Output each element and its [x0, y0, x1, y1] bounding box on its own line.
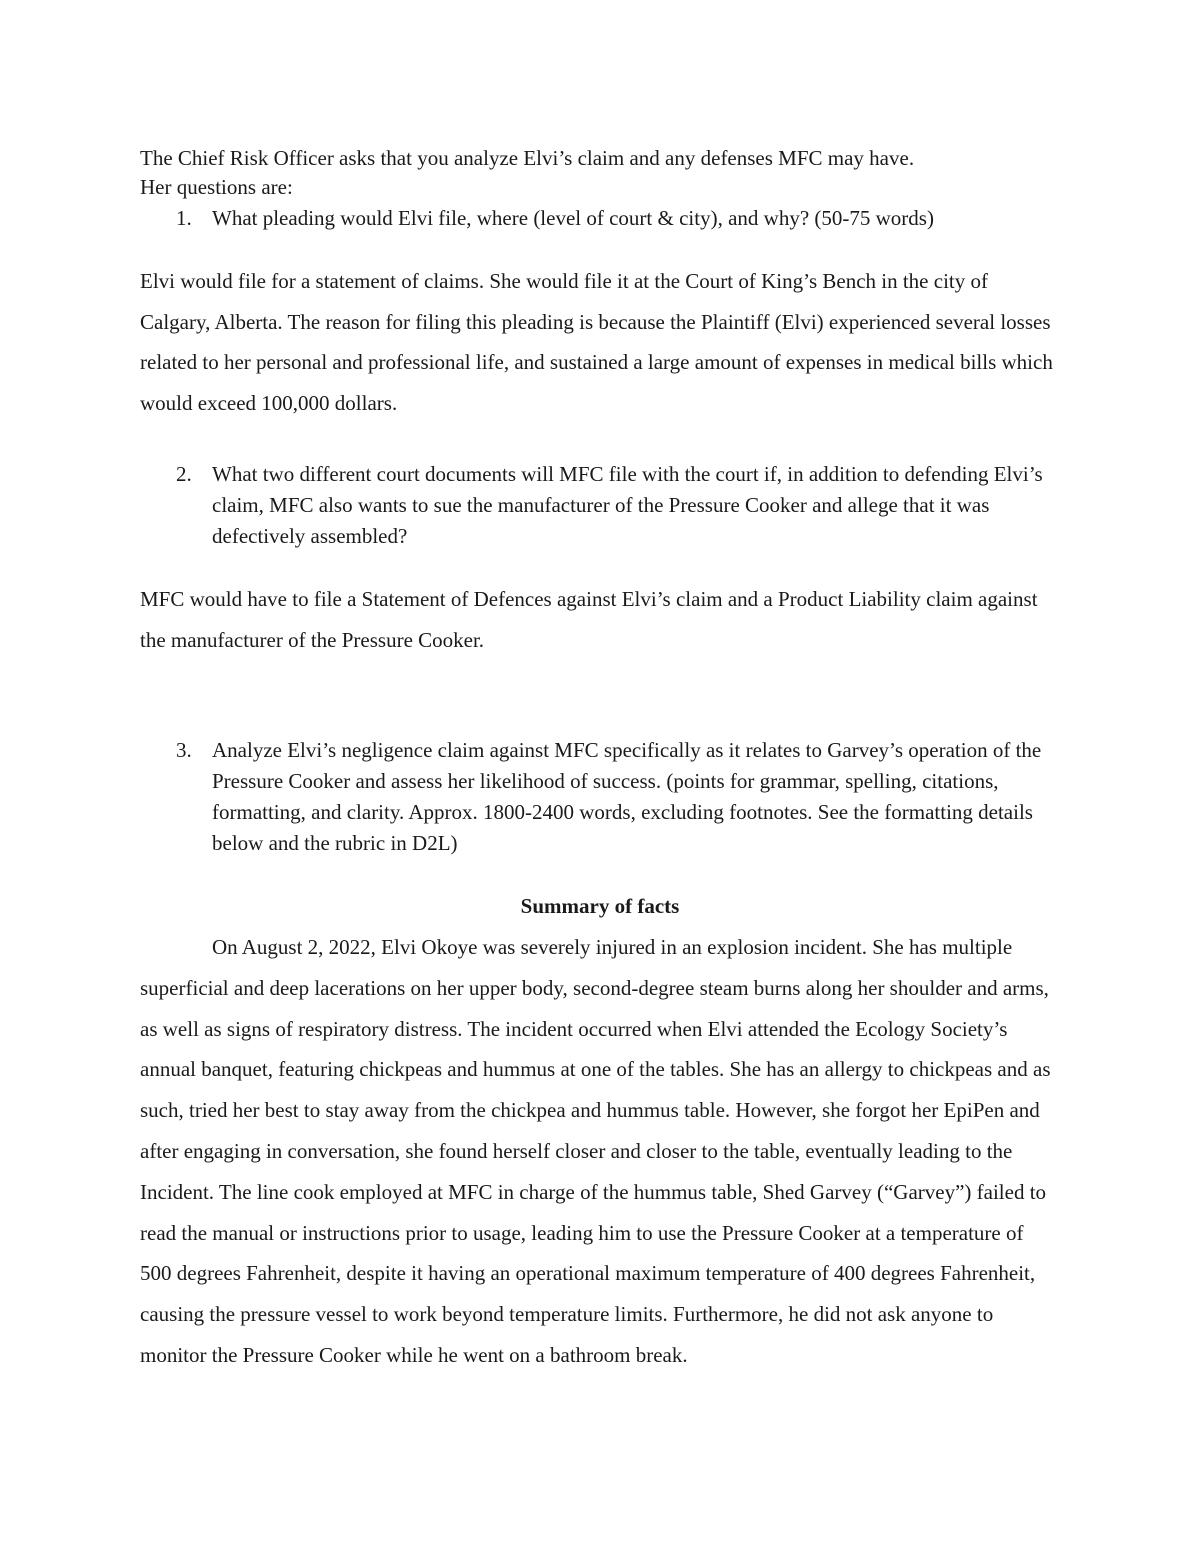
question-text: Analyze Elvi’s negligence claim against MFC specifically as it relates to Garvey’s operation of the Pressure Cooker and assess her likelihood of success. (points for grammar, spelling, citations, formatting, and clarity. Approx. 1800-2400 words, excluding footnotes. See the formatting details below and the rubric in D2L) [212, 738, 1042, 855]
question-2 [176, 459, 1060, 552]
question-text: What pleading would Elvi file, where (level of court & city), and why? (50-75 words) [212, 206, 934, 230]
intro-line-1: The Chief Risk Officer asks that you analyze Elvi’s claim and any defenses MFC may have. [140, 146, 915, 170]
question-text: What two different court documents will MFC file with the court if, in addition to defending Elvi’s claim, MFC also wants to sue the manufacturer of the Pressure Cooker and allege that it was defectively assembled? [212, 462, 1043, 548]
answer-2: MFC would have to file a Statement of Defences against Elvi’s claim and a Product Liability claim against the manufacturer of the Pressure Cooker. [140, 587, 1038, 652]
question-3 [176, 735, 1060, 859]
question-1 [176, 203, 1060, 234]
answer-1: Elvi would file for a statement of claims. She would file it at the Court of King’s Bench in the city of Calgary, Alberta. The reason for filing this pleading is because the Plaintiff (Elvi) experienced several losses related to her personal and professional life, and sustained a large amount of expenses in medical bills which would exceed 100,000 dollars. [140, 269, 1053, 415]
question-number: 1. [176, 206, 192, 230]
intro-paragraph [140, 144, 1060, 202]
intro-line-2: Her questions are: [140, 175, 293, 199]
summary-paragraph: On August 2, 2022, Elvi Okoye was severely injured in an explosion incident. She has multiple superficial and deep lacerations on her upper body, second-degree steam burns along her shoulder and arms, as well as signs of respiratory distress. The incident occurred when Elvi attended the Ecology Society’s annual banquet, featuring chickpeas and hummus at one of the tables. She has an allergy to chickpeas and as such, tried her best to stay away from the chickpea and hummus table. However, she forgot her EpiPen and after engaging in conversation, she found herself closer and closer to the table, eventually leading to the Incident. The line cook employed at MFC in charge of the hummus table, Shed Garvey (“Garvey”) failed to read the manual or instructions prior to usage, leading him to use the Pressure Cooker at a temperature of 500 degrees Fahrenheit, despite it having an operational maximum temperature of 400 degrees Fahrenheit, causing the pressure vessel to work beyond temperature limits. Furthermore, he did not ask anyone to monitor the Pressure Cooker while he went on a bathroom break. [140, 935, 1051, 1367]
question-number: 2. [176, 462, 192, 486]
section-heading: Summary of facts [520, 894, 680, 918]
question-number: 3. [176, 738, 192, 762]
